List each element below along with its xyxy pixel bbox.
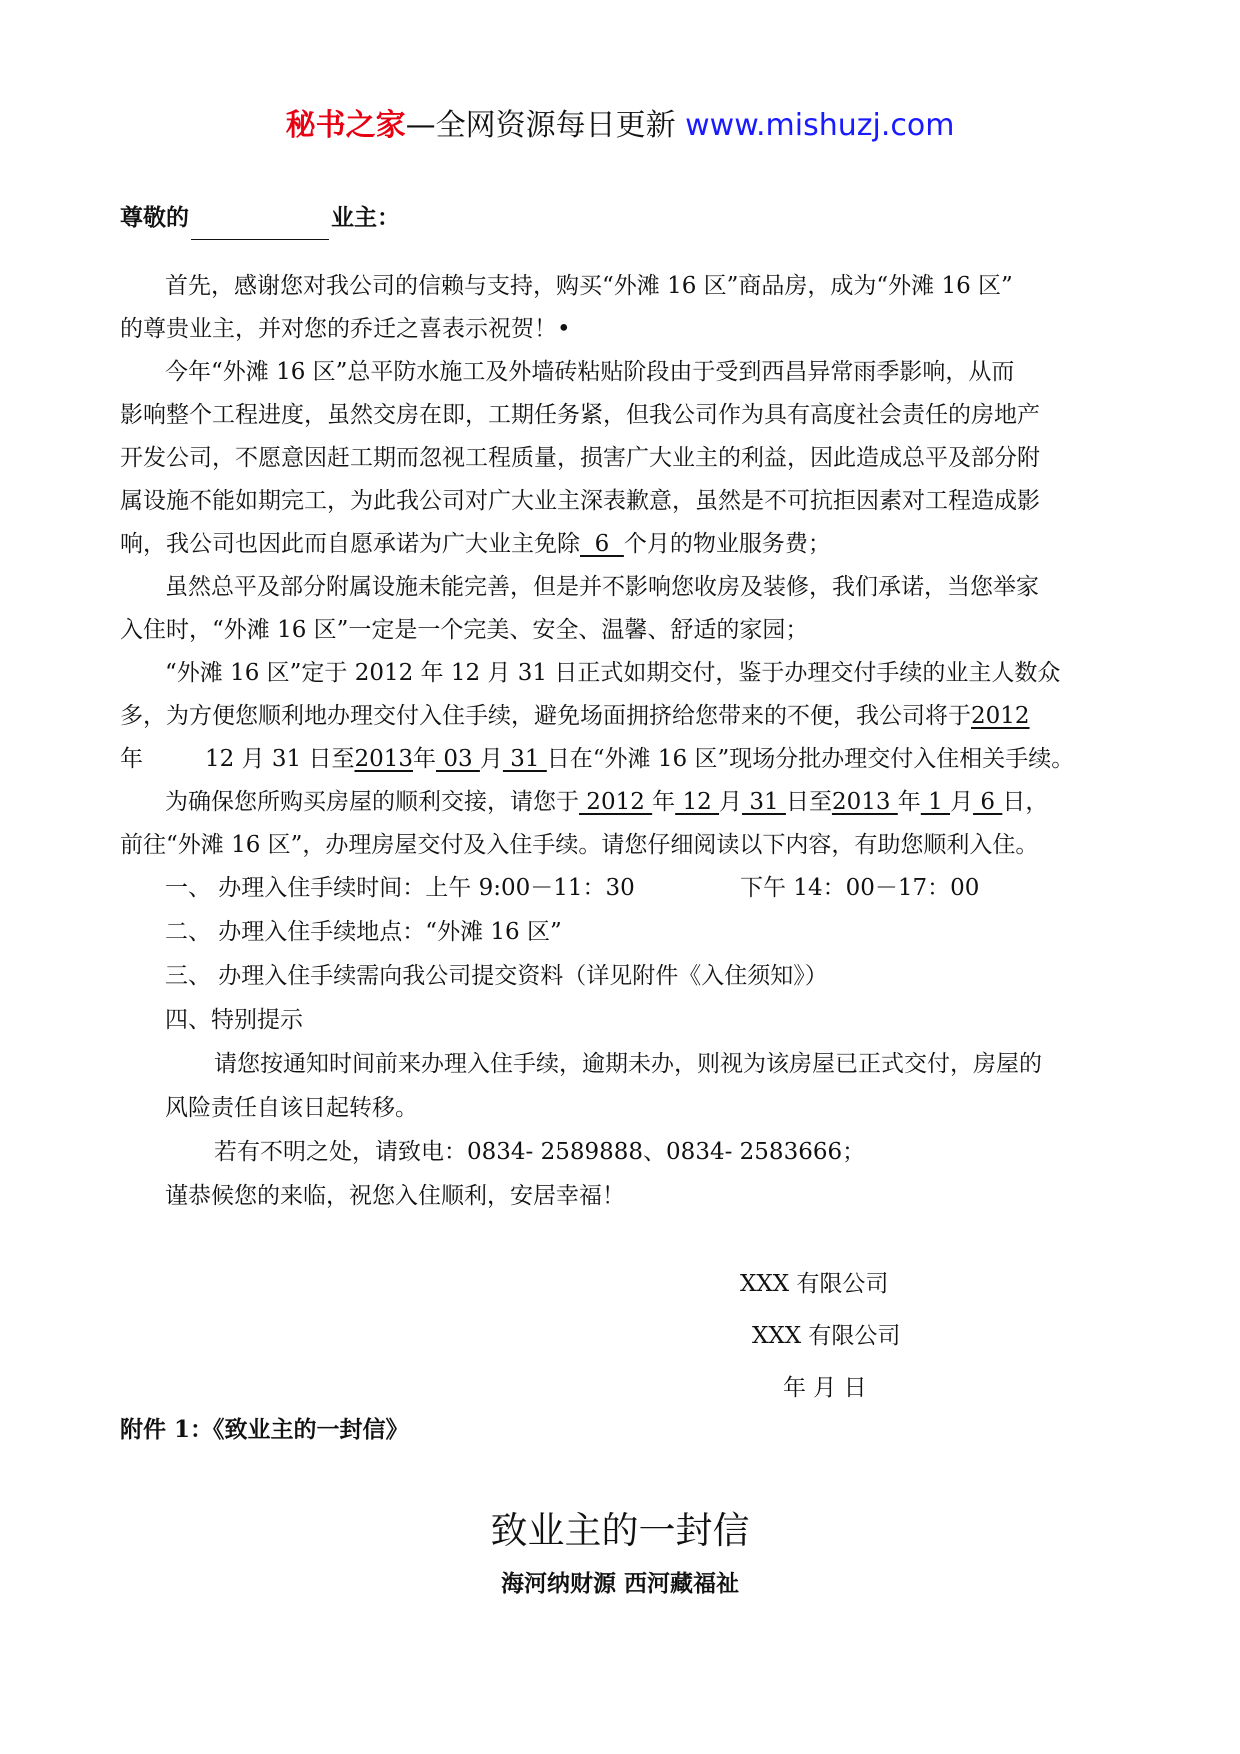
special-tip-line-1: 请您按通知时间前来办理入住手续，逾期未办，则视为该房屋已正式交付，房屋的 — [214, 1051, 1042, 1077]
text-segment: 为确保您所购买房屋的顺利交接，请您于 — [165, 789, 579, 815]
checkin-end-month: 1 — [920, 789, 951, 815]
owner-name-blank — [191, 215, 329, 240]
text-segment: 日， — [1002, 789, 1049, 815]
text-segment: 年 — [413, 746, 437, 772]
special-tip-line-2: 风险责任自该日起转移。 — [165, 1095, 418, 1121]
salutation-prefix: 尊敬的 — [120, 204, 189, 231]
checkin-end-day: 6 — [973, 789, 1003, 815]
header-slogan: 全网资源每日更新 — [435, 108, 676, 143]
end-year: 2013 — [354, 746, 414, 772]
text-segment: 年 — [120, 746, 143, 772]
attachment-subtitle: 海河纳财源 西河藏福祉 — [500, 1570, 739, 1597]
text-segment: 日在“外滩 16 区”现场分批办理交付入住相关手续。 — [546, 746, 1075, 772]
paragraph-2-line-3: 开发公司，不愿意因赶工期而忽视工程质量，损害广大业主的利益，因此造成总平及部分附 — [120, 445, 1040, 471]
salutation-suffix: 业主： — [331, 204, 400, 231]
paragraph-4-line-3 — [120, 737, 1074, 781]
paragraph-1-line-2: 的尊贵业主，并对您的乔迁之喜表示祝贺！• — [120, 316, 571, 342]
paragraph-4-line-2 — [120, 694, 1030, 738]
contact-line: 若有不明之处，请致电：0834- 2589888、0834- 2583666； — [214, 1139, 866, 1165]
closing-line: 谨恭候您的来临，祝您入住顺利，安居幸福！ — [165, 1183, 625, 1209]
item-2-location: 二、 办理入住手续地点：“外滩 16 区” — [165, 919, 562, 945]
paragraph-4-line-1: “外滩 16 区”定于 2012 年 12 月 31 日正式如期交付，鉴于办理交付手续的业主人数众 — [165, 660, 1061, 686]
start-year: 2012 — [971, 703, 1030, 729]
end-day: 31 — [502, 746, 547, 772]
text-segment: 年 — [652, 789, 676, 815]
text-segment: 年 — [897, 789, 921, 815]
end-month: 03 — [436, 746, 480, 772]
header-url[interactable]: www.mishuzj.com — [685, 108, 955, 143]
signature-company-1: XXX 有限公司 — [740, 1271, 889, 1297]
item-1-time: 一、 办理入住手续时间：上午 9:00－11：30 — [165, 875, 635, 901]
paragraph-2-line-4: 属设施不能如期完工，为此我公司对广大业主深表歉意，虽然是不可抗拒因素对工程造成影 — [120, 488, 1040, 514]
paragraph-2-line-2: 影响整个工程进度，虽然交房在即，工期任务紧，但我公司作为具有高度社会责任的房地产 — [120, 402, 1040, 428]
header-dash: — — [405, 108, 436, 143]
text-segment: 个月的物业服务费； — [623, 531, 831, 557]
text-segment: 月 — [950, 789, 974, 815]
item-4-heading: 四、特别提示 — [165, 1007, 303, 1033]
brand-name: 秘书之家 — [285, 108, 406, 143]
months-value: 6 — [580, 531, 624, 557]
page-header — [0, 100, 1240, 144]
signature-date: 年 月 日 — [783, 1375, 867, 1401]
paragraph-5-line-2: 前往“外滩 16 区”，办理房屋交付及入住手续。请您仔细阅读以下内容，有助您顺利入住。 — [120, 832, 1039, 858]
item-1-afternoon: 下午 14：00－17：00 — [740, 875, 980, 901]
paragraph-3-line-2: 入住时，“外滩 16 区”一定是一个完美、安全、温馨、舒适的家园； — [120, 617, 809, 643]
checkin-start-month: 12 — [675, 789, 720, 815]
checkin-end-year: 2013 — [831, 789, 898, 815]
item-3-documents: 三、 办理入住手续需向我公司提交资料（详见附件《入住须知》） — [165, 963, 828, 989]
text-segment: 日至 — [785, 789, 832, 815]
text-segment: 月 — [719, 789, 743, 815]
checkin-start-year: 2012 — [579, 789, 653, 815]
text-segment: 多，为方便您顺利地办理交付入住手续，避免场面拥挤给您带来的不便，我公司将于 — [120, 703, 971, 729]
paragraph-5-line-1 — [165, 780, 1048, 824]
salutation — [120, 196, 400, 240]
attachment-title: 致业主的一封信 — [490, 1509, 750, 1552]
text-segment: 12 月 31 日至 — [205, 746, 355, 772]
paragraph-2-line-1: 今年“外滩 16 区”总平防水施工及外墙砖粘贴阶段由于受到西昌异常雨季影响，从而 — [165, 359, 1015, 385]
paragraph-2-line-5 — [120, 522, 831, 566]
checkin-start-day: 31 — [742, 789, 786, 815]
paragraph-3-line-1: 虽然总平及部分附属设施未能完善，但是并不影响您收房及装修，我们承诺，当您举家 — [165, 574, 1039, 600]
text-segment: 月 — [479, 746, 503, 772]
text-segment: 响，我公司也因此而自愿承诺为广大业主免除 — [120, 531, 580, 557]
signature-company-2: XXX 有限公司 — [752, 1323, 901, 1349]
attachment-label: 附件 1：《致业主的一封信》 — [120, 1416, 409, 1443]
paragraph-1-line-1: 首先，感谢您对我公司的信赖与支持，购买“外滩 16 区”商品房，成为“外滩 16 区” — [165, 273, 1013, 299]
